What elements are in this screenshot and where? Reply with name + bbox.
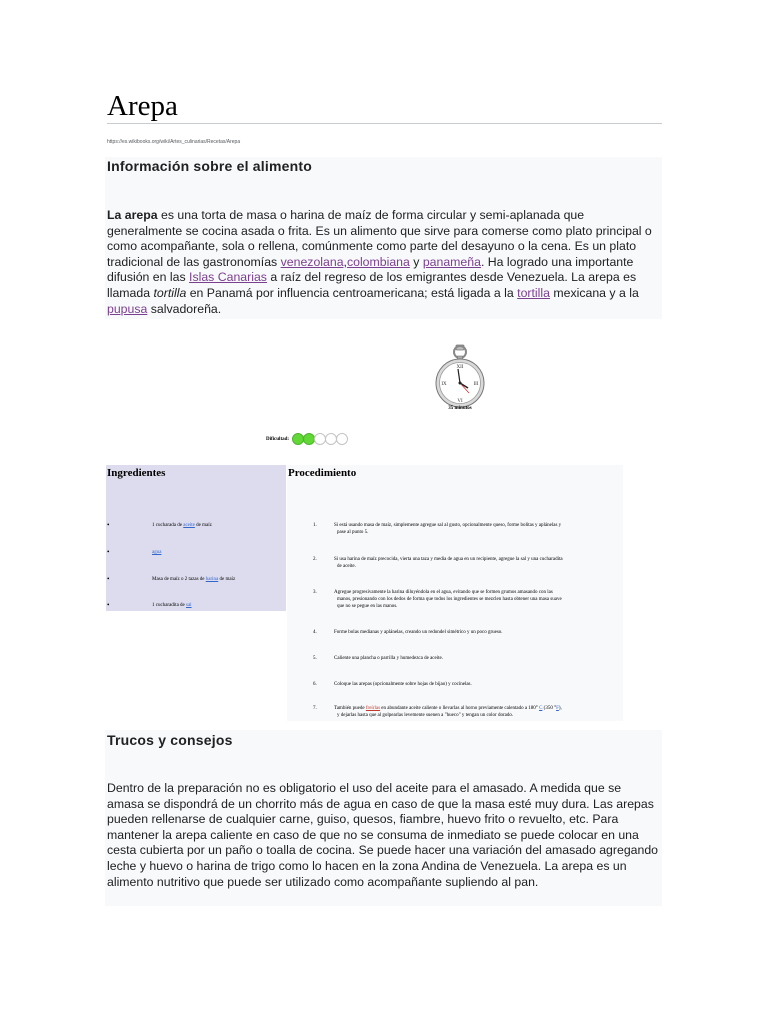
info-section: [105, 157, 662, 319]
step-text: manos, presionando con los dedos de forma que todos los ingredientes se mezclen hasta obtener una masa suave: [337, 597, 562, 602]
link-aceite[interactable]: aceite: [183, 523, 195, 528]
info-text: salvadoreña.: [147, 301, 222, 316]
difficulty-dot-5: [336, 433, 348, 445]
step-number: 2.: [313, 557, 317, 562]
step-number: 7.: [313, 706, 317, 711]
info-text: y: [409, 254, 423, 269]
tips-paragraph: Dentro de la preparación no es obligatorio el uso del aceite para el amasado. A medida que se amasa se dispondrá de un chorrito más de agua en caso de que la masa esté muy dura. Las arepas pueden rellenarse de cualquier carne, guiso, quesos, fiambre, huevo frito o revuelto, etc. Para mantener la arepa caliente en caso de que no se consuma de inmediato se puede colocar en una cesta cubierta por un paño o toalla de cocina. Se puede hacer una variación del amasado agregando leche y huevo o harina de trigo como lo hacen en la zona Andina de Venezuela. La arepa es un alimento nutritivo que puede ser utilizado como acompañante supliendo al pan.: [107, 781, 659, 889]
ingredient-text: 1 cucharada de: [152, 523, 184, 528]
step-text: de aceite.: [337, 564, 356, 569]
stopwatch-icon: [433, 343, 487, 411]
link-tortilla[interactable]: tortilla: [517, 285, 550, 300]
ingredient-text: de maíz: [194, 523, 212, 528]
svg-text:XII: XII: [456, 365, 464, 370]
link-panamena[interactable]: panameña: [422, 254, 481, 269]
step-number: 5.: [313, 656, 317, 661]
svg-text:III: III: [473, 382, 479, 387]
link-harina[interactable]: harina: [205, 577, 219, 582]
link-pupusa[interactable]: pupusa: [107, 301, 148, 316]
step-text: (350 °: [542, 706, 557, 711]
step-number: 6.: [313, 682, 317, 687]
info-text: . Ha logrado una importante difusión en las: [107, 254, 634, 285]
tips-heading: Trucos y consejos: [107, 732, 233, 748]
ingredient-text: 1 cucharadita de: [152, 603, 187, 608]
step-text: pase al punto 5.: [337, 530, 369, 535]
step-text: Coloque las arepas (opcionalmente sobre hojas de bijao) y cocínelas.: [334, 682, 472, 687]
link-fahrenheit[interactable]: F: [556, 706, 559, 711]
page-title: Arepa: [107, 90, 178, 122]
info-text: mexicana y a la: [549, 285, 639, 300]
step-text: ),: [558, 706, 562, 711]
info-text: es una torta de masa o harina de maíz de forma circular y semi-aplanada que generalmente se cocina asada o frita. Es un alimento que sirve para comerse como plato principal o como acompañante, sola o rellena, comúnmente como parte del desayuno o la cena. Es un plato tradicional de las gastronomías: [107, 208, 652, 269]
link-colombiana[interactable]: colombiana: [346, 254, 410, 269]
ingredient-text: Masa de maíz o 2 tazas de: [152, 577, 206, 582]
step-text: Forme bolas medianas y aplánelas, creando un redondel simétrico y un poco grueso.: [334, 630, 503, 635]
step-text: También puede: [334, 706, 366, 711]
info-heading: Información sobre el alimento: [107, 158, 312, 174]
step-number: 4.: [313, 630, 317, 635]
step-text: y dejarlas hasta que al golpearlas levemente suenen a "hueco" y tengan un color dorado.: [337, 713, 514, 718]
tips-section: [105, 730, 662, 906]
ingredients-panel: Ingredientes • 1 cucharada de aceite de maíz • agua • Masa de maíz o 2 tazas de harina de maíz • 1 cucharadita de sal: [106, 465, 286, 611]
link-sal[interactable]: sal: [186, 603, 192, 608]
ingredient-text: de maíz: [218, 577, 236, 582]
link-venezolana[interactable]: venezolana: [280, 254, 344, 269]
step-text: Agregue progresivamente la harina diluyéndola en el agua, evitando que se formen grumos amasando con las: [334, 590, 553, 595]
difficulty-rating: [266, 432, 347, 446]
italic-tortilla: tortilla: [153, 285, 187, 300]
ingredients-heading: Ingredientes: [107, 467, 166, 479]
procedure-heading: Procedimiento: [288, 467, 357, 479]
info-text: en Panamá por influencia centroamericana; está ligada a la: [186, 285, 518, 300]
link-freirlas[interactable]: freírlas: [365, 706, 381, 711]
step-text: que no se pegue en las manos.: [337, 604, 398, 609]
source-url: https://es.wikibooks.org/wiki/Artes_culinarias/Recetas/Arepa: [107, 139, 241, 145]
link-agua[interactable]: agua: [152, 550, 162, 555]
info-text: a raíz del regreso de los emigrantes desde Venezuela. La arepa es llamada: [107, 270, 637, 300]
link-celsius[interactable]: C: [539, 706, 543, 711]
svg-text:VI: VI: [457, 399, 463, 404]
title-divider: [107, 123, 662, 124]
difficulty-label: Dificultad:: [266, 436, 290, 442]
step-text: Si está usando masa de maíz, simplemente agregue sal al gusto, opcionalmente queso, forme bolitas y aplánelas y: [334, 523, 562, 528]
info-text: ,: [343, 254, 347, 269]
svg-text:IX: IX: [441, 382, 447, 387]
timer-caption: 35 minutos: [448, 406, 472, 411]
step-text: en abundante aceite caliente o llevarlas al horno previamente calentado a 180°: [380, 706, 540, 711]
bold-lead: La arepa: [107, 208, 158, 222]
link-islas-canarias[interactable]: Islas Canarias: [189, 270, 267, 285]
procedure-panel: [287, 465, 623, 721]
info-paragraph: [107, 208, 660, 317]
step-text: Caliente una plancha o parrilla y humedezca de aceite.: [334, 656, 443, 661]
step-number: 1.: [313, 523, 317, 528]
step-number: 3.: [313, 590, 317, 595]
step-text: Si usa harina de maíz precocida, vierta una taza y media de agua en un recipiente, agregue la sal y una cucharadita: [334, 557, 563, 562]
